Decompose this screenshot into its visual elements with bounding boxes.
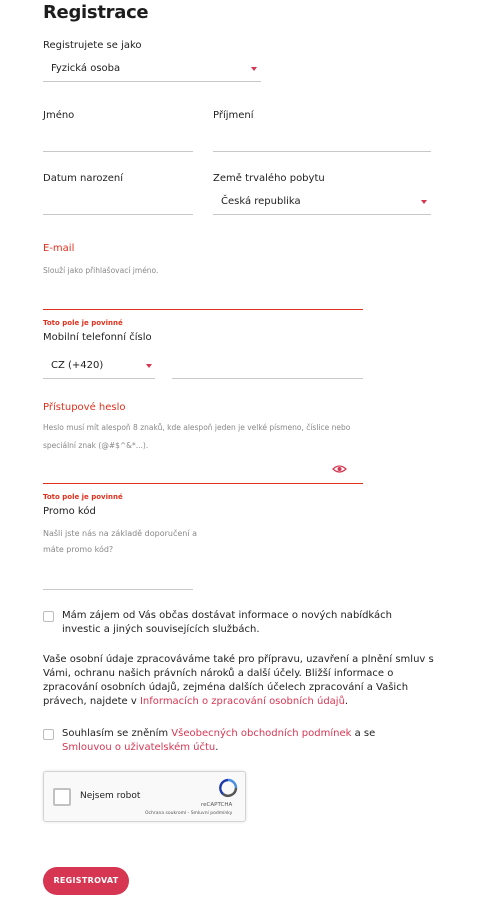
privacy-policy-link[interactable]: Informacích o zpracování osobních údajů xyxy=(139,696,345,707)
promo-label: Promo kód xyxy=(43,506,96,517)
terms-checkbox[interactable] xyxy=(43,729,54,740)
first-name-label: Jméno xyxy=(43,110,75,121)
first-name-field[interactable] xyxy=(43,128,193,152)
birth-date-field[interactable] xyxy=(43,191,193,215)
select-underline xyxy=(43,378,155,379)
recaptcha-footer-links[interactable]: Ochrana soukromí - Smluvní podmínky xyxy=(145,811,233,816)
chevron-down-icon xyxy=(251,67,257,71)
phone-prefix-value: CZ (+420) xyxy=(51,360,104,371)
country-label: Země trvalého pobytu xyxy=(213,173,325,184)
phone-prefix-select[interactable] xyxy=(43,355,155,379)
terms-conditions-link[interactable]: Všeobecných obchodních podmínek xyxy=(171,728,352,739)
field-underline xyxy=(43,483,363,484)
recaptcha-widget xyxy=(43,771,246,822)
email-hint: Slouží jako přihlašovací jméno. xyxy=(43,266,159,275)
email-label: E-mail xyxy=(43,243,75,254)
marketing-text: Mám zájem od Vás občas dostávat informace o nových nabídkách investic a jiných souvisejících službách. xyxy=(62,610,392,635)
birth-date-label: Datum narození xyxy=(43,173,123,184)
terms-text: Souhlasím se zněním Všeobecných obchodních podmínek a se Smlouvou o uživatelském účtu. xyxy=(62,728,376,753)
field-underline xyxy=(43,151,193,152)
field-underline xyxy=(172,378,363,379)
field-underline xyxy=(43,309,363,310)
password-error: Toto pole je povinné xyxy=(43,493,123,501)
chevron-down-icon xyxy=(146,364,152,368)
recaptcha-checkbox[interactable] xyxy=(53,788,71,806)
eye-icon[interactable] xyxy=(332,464,347,474)
recaptcha-label: Nejsem robot xyxy=(80,791,141,801)
user-account-agreement-link[interactable]: Smlouvou o uživatelském účtu xyxy=(62,742,216,753)
select-underline xyxy=(43,81,261,82)
promo-hint: Našli jste nás na základě doporučení a máte promo kód? xyxy=(43,529,197,554)
promo-field[interactable] xyxy=(43,566,193,590)
marketing-checkbox[interactable] xyxy=(43,611,54,622)
country-value: Česká republika xyxy=(221,196,301,207)
page-title: Registrace xyxy=(43,2,149,23)
email-field[interactable] xyxy=(43,286,363,310)
password-label: Přístupové heslo xyxy=(43,402,126,413)
register-button[interactable]: REGISTROVAT xyxy=(43,867,129,895)
field-underline xyxy=(43,214,193,215)
field-underline xyxy=(43,589,193,590)
recaptcha-logo-icon xyxy=(218,778,238,798)
registering-as-label: Registrujete se jako xyxy=(43,40,142,51)
password-hint: Heslo musí mít alespoň 8 znaků, kde alespoň jeden je velké písmeno, číslice nebo speciální znak (@#$^&*...). xyxy=(43,423,351,450)
chevron-down-icon xyxy=(421,200,427,204)
registering-as-select[interactable] xyxy=(43,58,261,82)
select-underline xyxy=(213,214,431,215)
password-field[interactable] xyxy=(43,460,363,484)
last-name-label: Příjmení xyxy=(213,110,254,121)
last-name-field[interactable] xyxy=(213,128,431,152)
phone-number-field[interactable] xyxy=(172,355,363,379)
privacy-text: Vaše osobní údaje zpracováváme také pro přípravu, uzavření a plnění smluv s Vámi, ochranu našich právních nároků a další účely. Bližší informace o zpracování osobních údajů, zejména dalších účelech zpracování a Vašich právech, najdete v Informacích o zpracování osobních údajů. xyxy=(43,654,434,707)
field-underline xyxy=(213,151,431,152)
registering-as-value: Fyzická osoba xyxy=(51,63,121,74)
country-select[interactable] xyxy=(213,191,431,215)
recaptcha-brand: reCAPTCHA xyxy=(201,802,233,808)
phone-label: Mobilní telefonní číslo xyxy=(43,332,152,343)
email-error: Toto pole je povinné xyxy=(43,319,123,327)
